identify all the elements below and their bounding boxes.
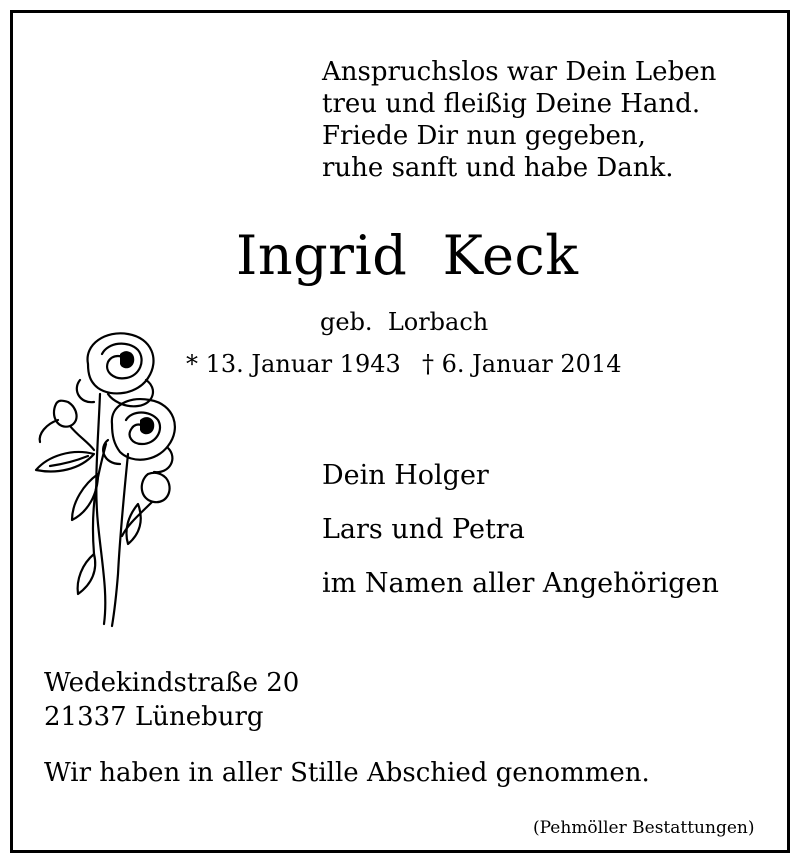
mourner: Dein Holger	[322, 460, 489, 491]
undertaker-credit: (Pehmöller Bestattungen)	[533, 818, 755, 838]
farewell-text: Wir haben in aller Stille Abschied genommen.	[44, 758, 650, 788]
poem-line: ruhe sanft und habe Dank.	[322, 153, 674, 183]
mourner: im Namen aller Angehörigen	[322, 568, 719, 599]
birth-date: * 13. Januar 1943	[186, 350, 401, 378]
maiden-name: geb. Lorbach	[320, 308, 489, 336]
poem-line: treu und fleißig Deine Hand.	[322, 89, 701, 119]
death-date: † 6. Januar 2014	[422, 350, 622, 378]
roses-icon	[28, 324, 198, 634]
deceased-name: Ingrid Keck	[236, 224, 579, 287]
address-street: Wedekindstraße 20	[44, 668, 300, 698]
poem-line: Friede Dir nun gegeben,	[322, 121, 646, 151]
address-city: 21337 Lüneburg	[44, 702, 264, 732]
poem-line: Anspruchslos war Dein Leben	[322, 57, 717, 87]
poem	[322, 56, 716, 184]
mourner: Lars und Petra	[322, 514, 525, 545]
